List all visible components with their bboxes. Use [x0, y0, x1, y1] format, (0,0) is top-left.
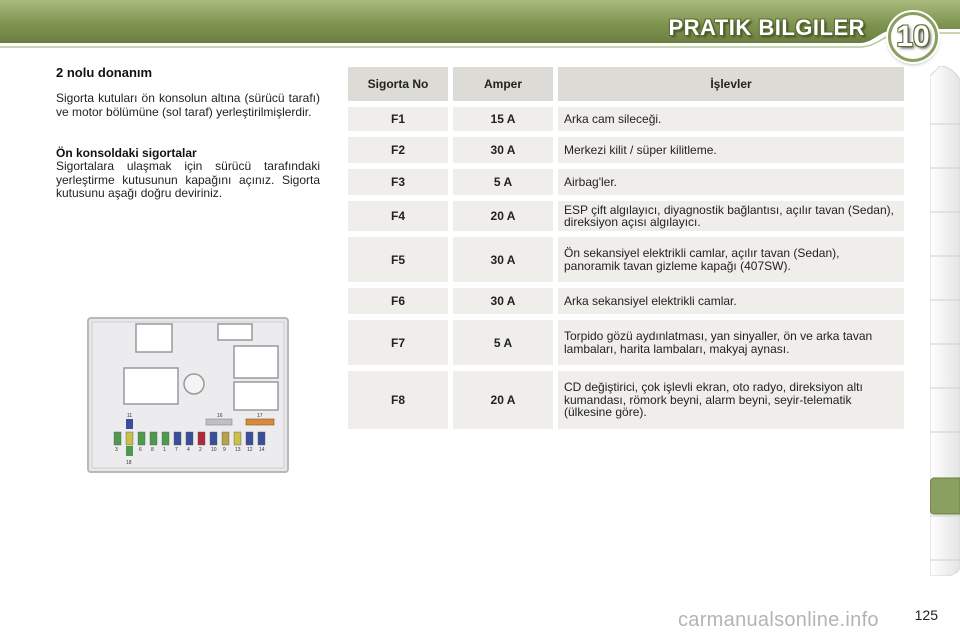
access-paragraph: Sigortalara ulaşmak için sürücü tarafındaki yerleştirme kutusunun kapağını açınız. Sigorta kutusunu aşağı doğru deviriniz. [56, 159, 320, 200]
amper-cell: 20 A [453, 201, 553, 231]
fuse-no-cell: F5 [348, 237, 448, 282]
table-row [348, 237, 904, 282]
table-row [348, 288, 904, 314]
fuse-17 [246, 419, 274, 425]
fuse-18 [126, 446, 133, 456]
header-band [0, 0, 960, 53]
fuse-slot-label: 6 [139, 447, 142, 453]
fuse-slot [150, 432, 157, 445]
fuse-label-18: 18 [126, 460, 132, 466]
fuse-slot-label: 4 [187, 447, 190, 453]
fuse-slot-label: 12 [247, 447, 253, 453]
fuse-label-17: 17 [257, 413, 263, 419]
fuse-slot-label: 13 [235, 447, 241, 453]
amper-cell: 5 A [453, 320, 553, 365]
fuse-slot [246, 432, 253, 445]
fuse-no-cell: F4 [348, 201, 448, 231]
function-cell: Merkezi kilit / süper kilitleme. [558, 137, 904, 163]
front-console-subtitle: Ön konsoldaki sigortalar [56, 146, 197, 160]
fuse-slot-label: 3 [115, 447, 118, 453]
function-cell: Arka cam sileceği. [558, 107, 904, 131]
fuse-box-illustration [86, 316, 290, 476]
fuse-16 [206, 419, 232, 425]
fuse-no-cell: F7 [348, 320, 448, 365]
function-cell: CD değiştirici, çok işlevli ekran, oto radyo, direksiyon altı kumandası, römork beyni, alarm beyni, seyir-telematik (ülkesine göre). [558, 371, 904, 429]
fuse-no-cell: F3 [348, 169, 448, 195]
fuse-slot [126, 432, 133, 445]
fuse-slot-label: 8 [151, 447, 154, 453]
fuse-slot-label: 2 [199, 447, 202, 453]
fuse-slot-label: 9 [223, 447, 226, 453]
fuse-11 [126, 419, 133, 429]
fuse-slot-label: 14 [259, 447, 265, 453]
fuse-slot-label: 10 [211, 447, 217, 453]
function-cell: Airbag'ler. [558, 169, 904, 195]
table-header-row [348, 67, 904, 101]
table-row [348, 201, 904, 231]
table-row [348, 169, 904, 195]
header-amper: Amper [453, 67, 553, 101]
fuse-no-cell: F6 [348, 288, 448, 314]
header-fuse-no: Sigorta No [348, 67, 448, 101]
table-row [348, 137, 904, 163]
fuse-slot [234, 432, 241, 445]
fuse-label-16: 16 [217, 413, 223, 419]
amper-cell: 15 A [453, 107, 553, 131]
chapter-number: 10 [896, 20, 930, 53]
chapter-badge [888, 12, 938, 62]
intro-column [56, 65, 320, 201]
fuse-no-cell: F2 [348, 137, 448, 163]
fuse-no-cell: F1 [348, 107, 448, 131]
fuse-slot [198, 432, 205, 445]
watermark-text: carmanualsonline.info [678, 609, 879, 631]
amper-cell: 30 A [453, 137, 553, 163]
intro-paragraph: Sigorta kutuları ön konsolun altına (sürücü tarafı) ve motor bölümüne (sol taraf) yerleştirilmişlerdir. [56, 91, 320, 119]
header-functions: İşlevler [558, 67, 904, 101]
fuse-slot [162, 432, 169, 445]
function-cell: Ön sekansiyel elektrikli camlar, açılır tavan (Sedan), panoramik tavan gizleme kapağı (407SW). [558, 237, 904, 282]
active-chapter-tab[interactable] [930, 478, 960, 514]
fuse-label-11: 11 [127, 413, 133, 419]
amper-cell: 30 A [453, 288, 553, 314]
fuse-slot [174, 432, 181, 445]
page-title: PRATIK BILGILER [668, 15, 865, 40]
fuse-slot [138, 432, 145, 445]
table-row [348, 107, 904, 131]
table-row [348, 320, 904, 365]
fuse-slot [114, 432, 121, 445]
fuse-slot [210, 432, 217, 445]
page-number: 125 [914, 607, 938, 623]
amper-cell: 5 A [453, 169, 553, 195]
function-cell: ESP çift algılayıcı, diyagnostik bağlantısı, açılır tavan (Sedan), direksiyon açısı algılayıcı. [558, 201, 904, 231]
section-title: 2 nolu donanım [56, 65, 153, 80]
fuse-slot-label: 7 [175, 447, 178, 453]
amper-cell: 30 A [453, 237, 553, 282]
amper-cell: 20 A [453, 371, 553, 429]
chapter-tabs [930, 66, 960, 576]
function-cell: Arka sekansiyel elektrikli camlar. [558, 288, 904, 314]
function-cell: Torpido gözü aydınlatması, yan sinyaller, ön ve arka tavan lambaları, harita lambaları, makyaj aynası. [558, 320, 904, 365]
fuse-box-diagram [86, 316, 290, 476]
fuse-slot-label: 1 [163, 447, 166, 453]
fuse-slot [186, 432, 193, 445]
table-row [348, 371, 904, 429]
fuse-slot [258, 432, 265, 445]
fuse-slot [222, 432, 229, 445]
chapter-tabs-strip [930, 66, 960, 576]
fuse-no-cell: F8 [348, 371, 448, 429]
fuse-table [343, 61, 909, 435]
